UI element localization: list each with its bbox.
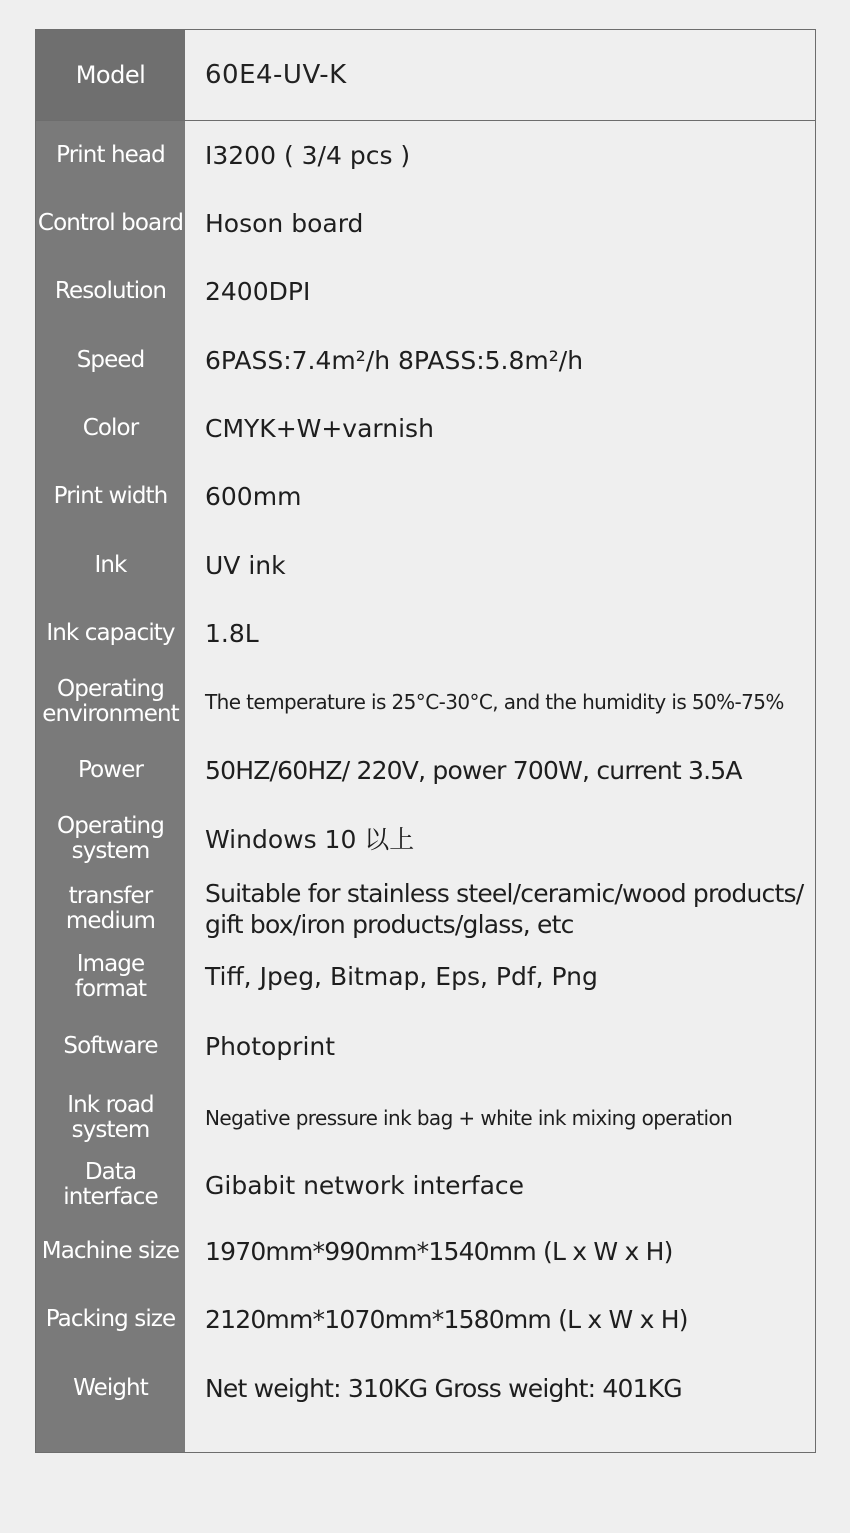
spec-label-line: Ink road [67,1092,154,1118]
spec-value: Hoson board [205,208,364,238]
spec-label: Weight [73,1374,148,1401]
spec-label-line: Operating [57,813,164,839]
spec-label: Resolution [54,278,167,304]
spec-row-weight [36,1354,815,1422]
spec-row-ink-road-system [36,1084,815,1152]
spec-label-line: Data [84,1159,137,1185]
spec-label [36,1084,185,1152]
spec-label-line: medium [65,908,156,934]
spec-row-control-board [36,189,815,257]
spec-label: Print head [56,141,165,168]
spec-label: Ink [94,551,127,578]
spec-value: 6PASS:7.4m²/h 8PASS:5.8m²/h [205,345,584,375]
spec-value: Negative pressure ink bag + white ink mixing operation [205,1105,733,1130]
spec-label-line: Operating [57,676,164,702]
model-value: 60E4-UV-K [205,60,347,90]
spec-label: Print width [53,483,168,509]
spec-row-image-format [36,945,815,1009]
spec-value: 1970mm*990mm*1540mm (L x W x H) [205,1236,673,1266]
spec-label [36,668,185,736]
header-label: Model [36,30,185,120]
spec-label-line: environment [42,701,179,727]
spec-value [205,873,807,945]
spec-row-print-head [36,121,815,189]
spec-value: Net weight: 310KG Gross weight: 401KG [205,1373,682,1403]
spec-row-color [36,394,815,462]
spec-value: Tiff, Jpeg, Bitmap, Eps, Pdf, Png [205,962,598,991]
spec-label: Machine size [41,1237,180,1264]
spec-row-packing-size [36,1284,815,1354]
spec-row-resolution [36,257,815,326]
spec-row-machine-size [36,1218,815,1284]
spec-value: 2120mm*1070mm*1580mm (L x W x H) [205,1304,688,1334]
spec-label: Packing size [45,1305,176,1332]
spec-label-line: system [71,1117,150,1143]
spec-row-ink-capacity [36,599,815,668]
spec-label [36,945,185,1009]
spec-label-line: interface [63,1184,158,1210]
spec-label: Speed [76,346,145,373]
spec-value: Photoprint [205,1032,336,1061]
header-row [36,30,815,121]
spec-value: Gibabit network interface [205,1170,525,1200]
spec-value: 600mm [205,482,302,511]
spec-row-power [36,736,815,805]
spec-label: Power [77,757,144,783]
spec-value: 50HZ/60HZ/ 220V, power 700W, current 3.5A [205,756,742,785]
spec-value: 1.8L [205,619,259,648]
spec-label-line: system [71,838,150,864]
spec-row-software [36,1009,815,1084]
spec-value-line: gift box/iron products/glass, etc [205,910,574,939]
spec-label [36,873,185,945]
spec-label [36,1152,185,1218]
spec-value: 2400DPI [205,277,311,306]
spec-label: Color [82,414,139,441]
spec-label: Software [63,1033,158,1059]
spec-row-print-width [36,462,815,531]
spec-row-ink [36,531,815,599]
spec-row-data-interface [36,1152,815,1218]
spec-value: The temperature is 25°C-30°C, and the humidity is 50%-75% [205,689,784,714]
spec-row-operating-system [36,805,815,873]
spec-row-operating-environment [36,668,815,736]
spec-value: I3200 ( 3/4 pcs ) [205,140,411,170]
spec-label-line: Image [76,951,145,977]
spec-value: CMYK+W+varnish [205,413,434,443]
spec-value-line: Suitable for stainless steel/ceramic/wood products/ [205,879,804,908]
spec-table [35,29,816,1453]
spec-value: UV ink [205,550,286,580]
spec-value: Windows 10 以上 [205,824,415,854]
spec-row-speed [36,326,815,394]
spec-label-line: format [74,976,147,1002]
spec-label [36,805,185,873]
spec-row-transfer-medium [36,873,815,945]
spec-label: Control board [37,209,184,236]
spec-label-line: transfer [68,883,153,909]
spec-label: Ink capacity [46,620,175,646]
